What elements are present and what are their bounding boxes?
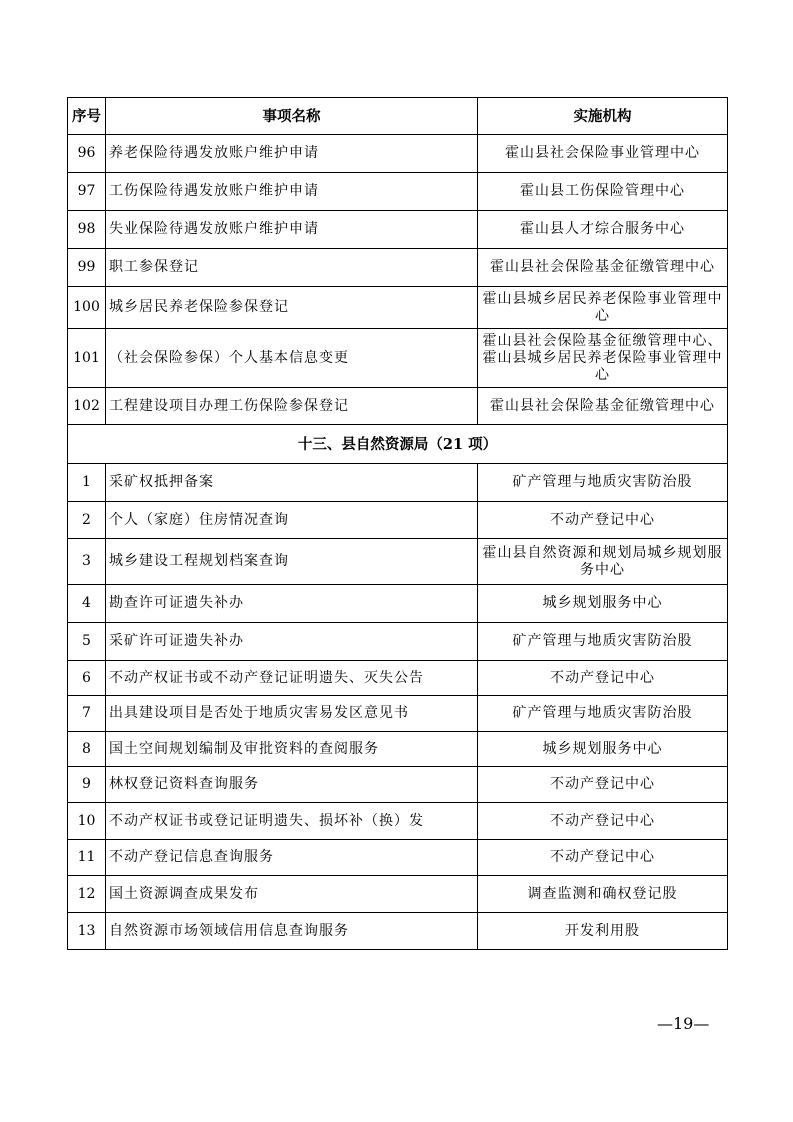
table-row — [68, 211, 728, 249]
table-row — [68, 803, 728, 840]
table-row — [68, 696, 728, 732]
implementing-agency: 矿产管理与地质灾害防治股 — [478, 464, 728, 502]
row-number: 5 — [68, 623, 106, 661]
header-org: 实施机构 — [478, 98, 728, 135]
row-number: 6 — [68, 661, 106, 696]
implementing-agency: 霍山县社会保险基金征缴管理中心 — [478, 388, 728, 425]
service-items-table — [67, 97, 728, 950]
item-name: 职工参保登记 — [106, 249, 478, 287]
item-name: （社会保险参保）个人基本信息变更 — [106, 329, 478, 388]
implementing-agency: 霍山县人才综合服务中心 — [478, 211, 728, 249]
table-row — [68, 464, 728, 502]
implementing-agency: 不动产登记中心 — [478, 767, 728, 803]
row-number: 101 — [68, 329, 106, 388]
item-name: 工伤保险待遇发放账户维护申请 — [106, 173, 478, 211]
implementing-agency: 霍山县社会保险基金征缴管理中心 — [478, 249, 728, 287]
table-row — [68, 661, 728, 696]
table-body-nature-resources — [68, 464, 728, 950]
implementing-agency: 不动产登记中心 — [478, 661, 728, 696]
implementing-agency: 调查监测和确权登记股 — [478, 876, 728, 913]
item-name: 自然资源市场领域信用信息查询服务 — [106, 913, 478, 950]
table-row — [68, 840, 728, 876]
section-title: 十三、县自然资源局（21 项） — [68, 425, 728, 464]
item-name: 工程建设项目办理工伤保险参保登记 — [106, 388, 478, 425]
item-name: 勘查许可证遗失补办 — [106, 585, 478, 623]
implementing-agency: 城乡规划服务中心 — [478, 585, 728, 623]
item-name: 城乡建设工程规划档案查询 — [106, 539, 478, 585]
row-number: 2 — [68, 502, 106, 539]
header-num: 序号 — [68, 98, 106, 135]
item-name: 不动产权证书或登记证明遗失、损坏补（换）发 — [106, 803, 478, 840]
row-number: 9 — [68, 767, 106, 803]
row-number: 11 — [68, 840, 106, 876]
item-name: 不动产权证书或不动产登记证明遗失、灭失公告 — [106, 661, 478, 696]
item-name: 林权登记资料查询服务 — [106, 767, 478, 803]
row-number: 12 — [68, 876, 106, 913]
implementing-agency: 霍山县自然资源和规划局城乡规划服务中心 — [478, 539, 728, 585]
table-row — [68, 585, 728, 623]
table-row — [68, 913, 728, 950]
table-body-social-insurance — [68, 135, 728, 425]
item-name: 出具建设项目是否处于地质灾害易发区意见书 — [106, 696, 478, 732]
table-row — [68, 249, 728, 287]
table-row — [68, 173, 728, 211]
row-number: 4 — [68, 585, 106, 623]
table-row — [68, 767, 728, 803]
item-name: 城乡居民养老保险参保登记 — [106, 287, 478, 329]
implementing-agency: 霍山县城乡居民养老保险事业管理中心 — [478, 287, 728, 329]
table-row — [68, 502, 728, 539]
item-name: 不动产登记信息查询服务 — [106, 840, 478, 876]
section-nature-resources — [68, 425, 728, 464]
row-number: 98 — [68, 211, 106, 249]
implementing-agency: 城乡规划服务中心 — [478, 732, 728, 767]
implementing-agency: 不动产登记中心 — [478, 803, 728, 840]
table-row — [68, 876, 728, 913]
row-number: 97 — [68, 173, 106, 211]
table-header-row — [68, 98, 728, 135]
item-name: 国土资源调查成果发布 — [106, 876, 478, 913]
implementing-agency: 矿产管理与地质灾害防治股 — [478, 623, 728, 661]
header-name: 事项名称 — [106, 98, 478, 135]
item-name: 个人（家庭）住房情况查询 — [106, 502, 478, 539]
row-number: 13 — [68, 913, 106, 950]
table-row — [68, 287, 728, 329]
row-number: 7 — [68, 696, 106, 732]
row-number: 10 — [68, 803, 106, 840]
item-name: 养老保险待遇发放账户维护申请 — [106, 135, 478, 173]
implementing-agency: 霍山县社会保险事业管理中心 — [478, 135, 728, 173]
table-row — [68, 388, 728, 425]
row-number: 3 — [68, 539, 106, 585]
implementing-agency: 霍山县社会保险基金征缴管理中心、霍山县城乡居民养老保险事业管理中心 — [478, 329, 728, 388]
table-row — [68, 539, 728, 585]
item-name: 失业保险待遇发放账户维护申请 — [106, 211, 478, 249]
item-name: 采矿权抵押备案 — [106, 464, 478, 502]
page-number: —19— — [657, 1014, 710, 1033]
item-name: 采矿许可证遗失补办 — [106, 623, 478, 661]
implementing-agency: 开发利用股 — [478, 913, 728, 950]
table-row — [68, 135, 728, 173]
row-number: 100 — [68, 287, 106, 329]
table-row — [68, 623, 728, 661]
implementing-agency: 霍山县工伤保险管理中心 — [478, 173, 728, 211]
row-number: 8 — [68, 732, 106, 767]
implementing-agency: 矿产管理与地质灾害防治股 — [478, 696, 728, 732]
row-number: 99 — [68, 249, 106, 287]
row-number: 1 — [68, 464, 106, 502]
implementing-agency: 不动产登记中心 — [478, 840, 728, 876]
row-number: 102 — [68, 388, 106, 425]
implementing-agency: 不动产登记中心 — [478, 502, 728, 539]
item-name: 国土空间规划编制及审批资料的查阅服务 — [106, 732, 478, 767]
table-row — [68, 732, 728, 767]
section-header-row — [68, 425, 728, 464]
table-row — [68, 329, 728, 388]
row-number: 96 — [68, 135, 106, 173]
